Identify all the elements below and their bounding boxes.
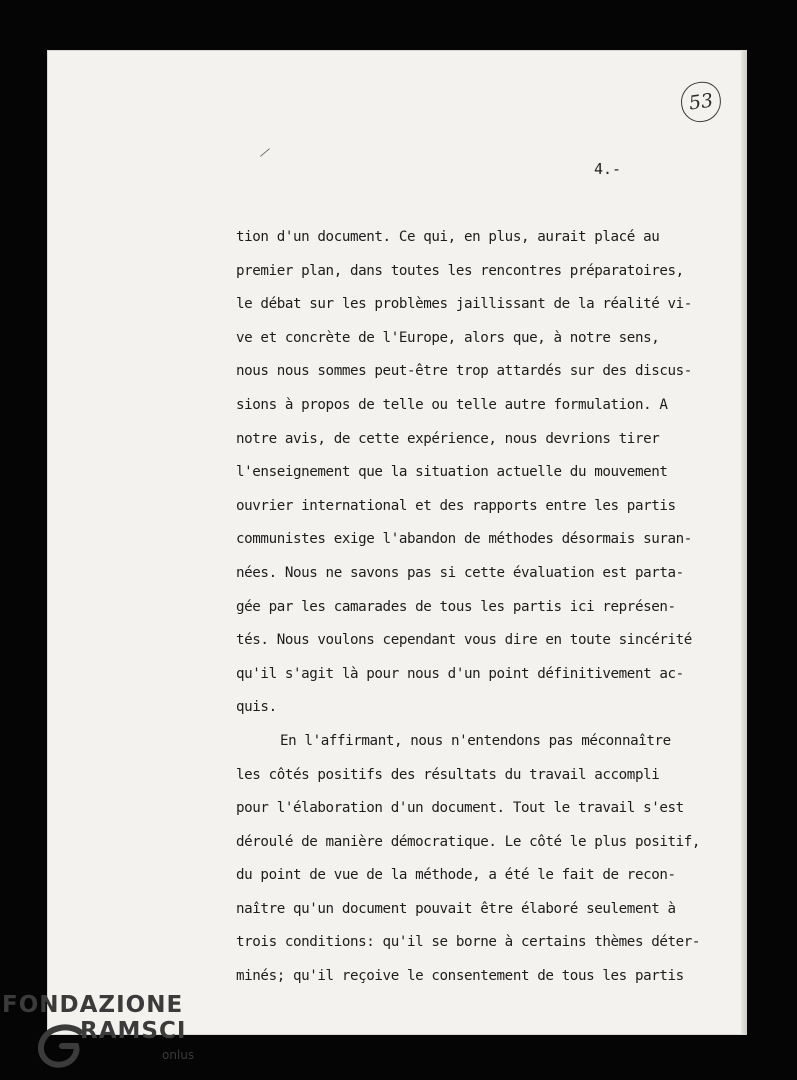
- text-line: ve et concrète de l'Europe, alors que, à notre sens,: [236, 329, 660, 346]
- text-line: communistes exige l'abandon de méthodes désormais suran-: [236, 531, 692, 548]
- text-line: du point de vue de la méthode, a été le fait de recon-: [236, 867, 676, 884]
- text-line: ouvrier international et des rapports entre les partis: [236, 497, 676, 514]
- text-line: nous nous sommes peut-être trop attardés sur des discus-: [236, 363, 692, 380]
- text-line: notre avis, de cette expérience, nous devrions tirer: [236, 430, 660, 447]
- text-line: premier plan, dans toutes les rencontres préparatoires,: [236, 262, 684, 279]
- watermark-line-1: FONDAZIONE: [2, 992, 184, 1018]
- page-number: 4.-: [594, 160, 622, 178]
- typed-body-text: [236, 225, 746, 998]
- text-line: tion d'un document. Ce qui, en plus, aurait placé au: [236, 229, 660, 245]
- text-line: gée par les camarades de tous les partis ici représen-: [236, 598, 676, 615]
- text-line: déroulé de manière démocratique. Le côté le plus positif,: [236, 833, 701, 850]
- text-line: pour l'élaboration d'un document. Tout le travail s'est: [236, 800, 684, 817]
- text-line: naître qu'un document pouvait être élaboré seulement à: [236, 900, 676, 917]
- fondazione-gramsci-watermark: [2, 992, 202, 1072]
- text-line: le débat sur les problèmes jaillissant de la réalité vi-: [236, 296, 692, 313]
- text-line: sions à propos de telle ou telle autre formulation. A: [236, 396, 668, 413]
- watermark-line-3: onlus: [162, 1048, 195, 1062]
- text-line: qu'il s'agit là pour nous d'un point définitivement ac-: [236, 665, 684, 682]
- watermark-line-2: RAMSCI: [80, 1018, 187, 1044]
- text-line: tés. Nous voulons cependant vous dire en toute sincérité: [236, 632, 692, 649]
- text-line: l'enseignement que la situation actuelle du mouvement: [236, 464, 668, 481]
- text-line: quis.: [236, 699, 277, 716]
- archive-stamp-number: 53: [678, 79, 723, 124]
- paragraph-first-line: En l'affirmant, nous n'entendons pas méconnaître: [280, 732, 671, 749]
- text-line: trois conditions: qu'il se borne à certains thèmes déter-: [236, 934, 701, 951]
- text-line: les côtés positifs des résultats du travail accompli: [236, 766, 660, 783]
- text-line: nées. Nous ne savons pas si cette évaluation est parta-: [236, 564, 684, 581]
- text-line: minés; qu'il reçoive le consentement de tous les partis: [236, 968, 684, 985]
